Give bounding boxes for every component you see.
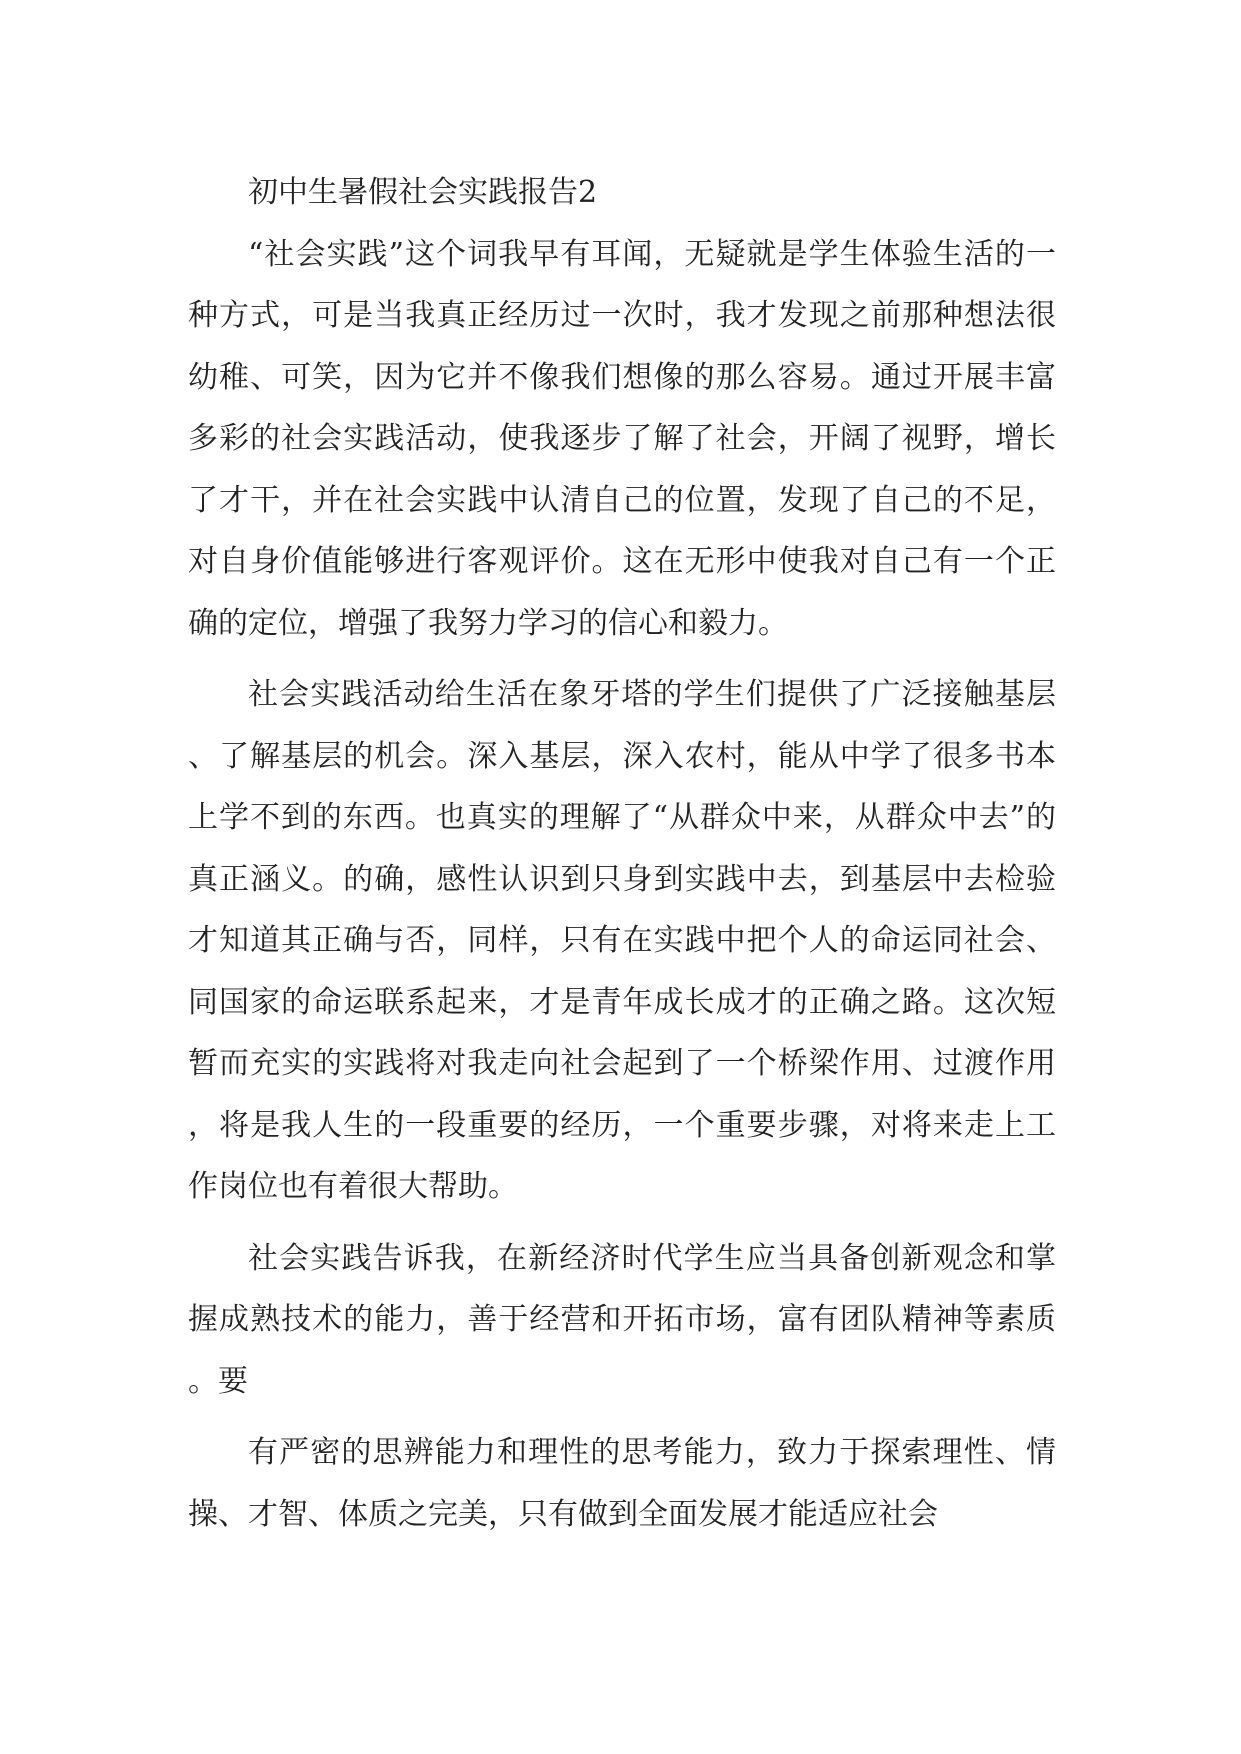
paragraph-1: “社会实践”这个词我早有耳闻，无疑就是学生体验生活的一种方式，可是当我真正经历过一次时，我才发现之前那种想法很幼稚、可笑，因为它并不像我们想像的那么容易。通过开展丰富多彩的社会实践活动，使我逐步了解了社会，开阔了视野，增长了才干，并在社会实践中认清自己的位置，发现了自己的不足，对自身价值能够进行客观评价。这在无形中使我对自己有一个正确的定位，增强了我努力学习的信心和毅力。 [188, 236, 1056, 641]
document-title: 初中生暑假社会实践报告2 [248, 175, 598, 210]
paragraph-2: 社会实践活动给生活在象牙塔的学生们提供了广泛接触基层、了解基层的机会。深入基层，深入农村，能从中学了很多书本上学不到的东西。也真实的理解了“从群众中来，从群众中去”的真正涵义。的确，感性认识到只身到实践中去，到基层中去检验才知道其正确与否，同样，只有在实践中把个人的命运同社会、同国家的命运联系起来，才是青年成长成才的正确之路。这次短暂而充实的实践将对我走向社会起到了一个桥梁作用、过渡作用，将是我人生的一段重要的经历，一个重要步骤，对将来走上工作岗位也有着很大帮助。 [188, 677, 1056, 1204]
document-body [188, 162, 1056, 1545]
paragraph-3: 社会实践告诉我，在新经济时代学生应当具备创新观念和掌握成熟技术的能力，善于经营和开拓市场，富有团队精神等素质。要 [188, 1240, 1056, 1399]
paragraph-4: 有严密的思辨能力和理性的思考能力，致力于探索理性、情操、才智、体质之完美，只有做到全面发展才能适应社会 [188, 1435, 1056, 1532]
